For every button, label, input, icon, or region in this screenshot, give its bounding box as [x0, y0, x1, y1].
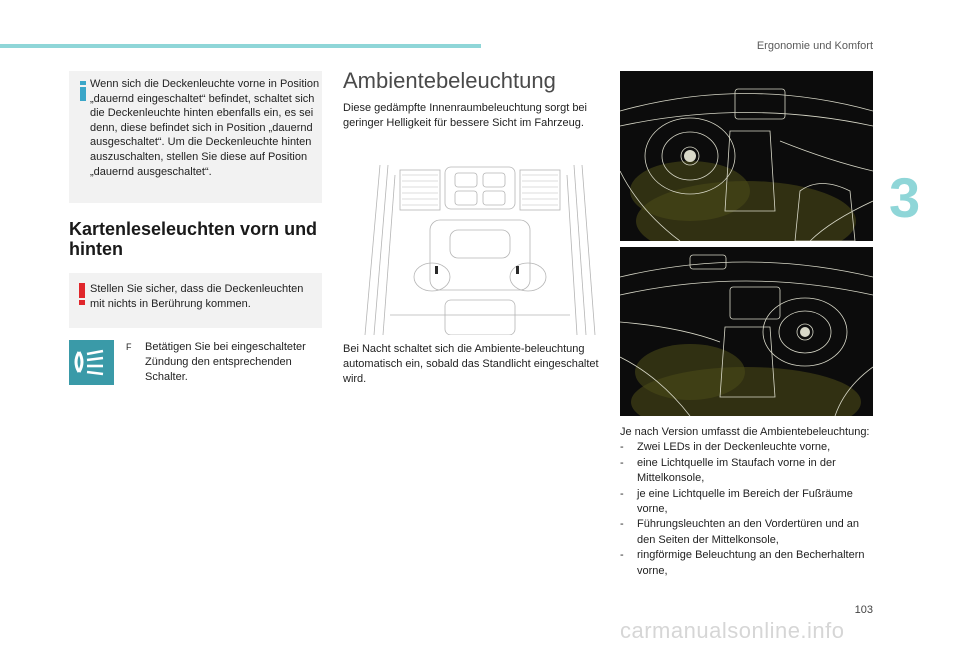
section-heading-ambientebeleuchtung: Ambientebeleuchtung	[343, 68, 556, 93]
header-accent-bar	[0, 44, 481, 48]
page-number: 103	[854, 604, 873, 616]
list-item: - Führungsleuchten an den Vordertüren und an den Seiten der Mittelkonsole,	[620, 518, 859, 546]
ambient-night-text: Bei Nacht schaltet sich die Ambiente-beleuchtung automatisch ein, sobald das Standlicht eingeschaltet wird.	[343, 343, 599, 385]
warning-note	[69, 273, 322, 328]
list-intro: Je nach Version umfasst die Ambientebeleuchtung:	[620, 426, 870, 438]
step-instruction	[126, 340, 326, 385]
list-item: - eine Lichtquelle im Staufach vorne in der Mittelkonsole,	[620, 456, 836, 485]
section-title: Ergonomie und Komfort	[756, 40, 873, 52]
section-heading-kartenleseleuchten: Kartenleseleuchten vorn und hinten	[69, 219, 318, 259]
watermark: carmanualsonline.info	[620, 618, 845, 643]
info-note-text: Wenn sich die Deckenleuchte vorne in Position „dauernd eingeschaltet“ befindet, schaltet sich die Deckenleuchte hinten ebenfalls ein, es sei denn, diese befindet sich in Position „dauernd ausgeschaltet“. Um die Deckenleuchte hinten auszuschalten, stellen Sie diese auf Position „dauernd ausgeschaltet“.	[90, 78, 320, 178]
step-marker: F	[126, 342, 132, 352]
list-item: - ringförmige Beleuchtung an den Becherhaltern vorne,	[620, 549, 865, 577]
light-beam-icon	[69, 340, 114, 385]
ambient-features-list	[620, 425, 878, 579]
warning-note-text: Stellen Sie sicher, dass die Deckenleuchten mit nichts in Berührung kommen.	[90, 283, 304, 310]
step-instruction-text: Betätigen Sie bei eingeschalteter Zündung den entsprechenden Schalter.	[145, 341, 306, 383]
interior-illustration-front	[620, 71, 873, 241]
chapter-number: 3	[889, 166, 921, 229]
info-icon	[77, 81, 89, 101]
ambient-intro-text: Diese gedämpfte Innenraumbeleuchtung sorgt bei geringer Helligkeit für bessere Sicht im Fahrzeug.	[343, 102, 587, 129]
interior-illustration-rear	[620, 247, 873, 416]
roof-console-illustration	[360, 165, 600, 335]
list-item: - je eine Lichtquelle im Bereich der Fußräume vorne,	[620, 487, 853, 516]
info-note	[69, 71, 322, 203]
warning-icon	[77, 283, 87, 305]
list-item: - Zwei LEDs in der Deckenleuchte vorne,	[620, 441, 831, 454]
map-light-switch-icon	[69, 340, 114, 385]
